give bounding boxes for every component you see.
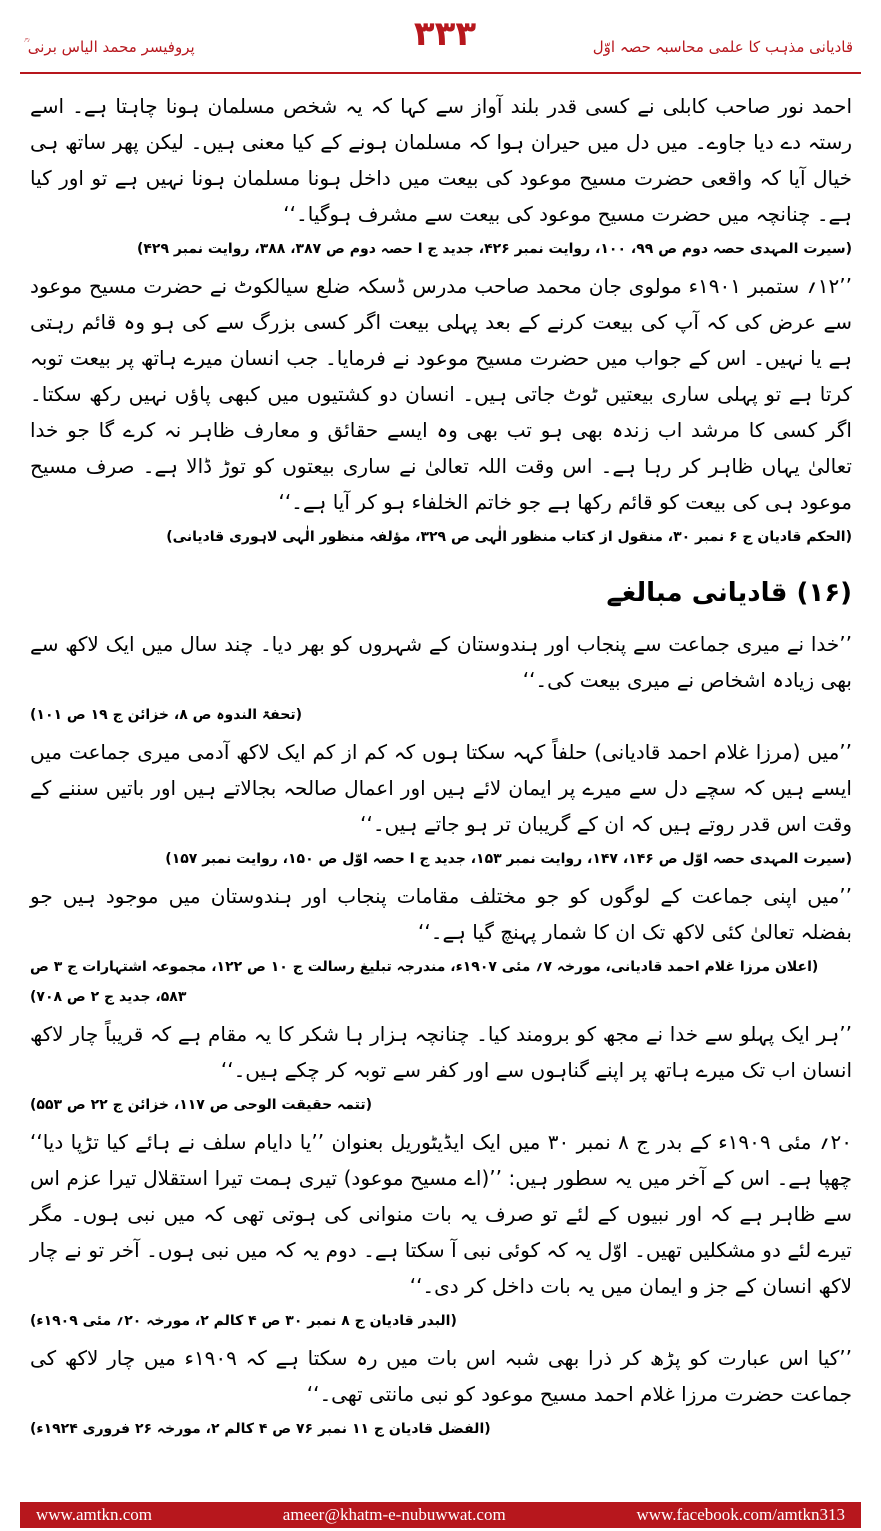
header-divider xyxy=(20,72,861,74)
quote-with-reference xyxy=(30,1340,852,1444)
book-title: قادیانی مذہب کا علمی محاسبہ حصہ اوّل xyxy=(592,38,853,56)
quote-with-reference xyxy=(30,878,852,1012)
reference-citation: (البدر قادیان ج ۸ نمبر ۳۰ ص ۴ کالم ۲، مورخہ ۲۰؍ مئی ۱۹۰۹ء) xyxy=(30,1313,457,1329)
quote-paragraph: احمد نور صاحب کابلی نے کسی قدر بلند آواز سے کہا کہ یہ شخص مسلمان ہونا چاہتا ہے۔ اسے رستہ دے دیا جاوے۔ میں دل میں حیران ہوا کہ مسلمان ہونے کے کیا معنی ہیں۔ لیکن پھر ساتھ ہی خیال آیا کہ واقعی حضرت مسیح موعود کی بیعت میں داخل ہونا مسلمان ہونا نہیں ہے تو اور کیا ہے۔ چنانچہ میں حضرت مسیح موعود کی بیعت سے مشرف ہوگیا۔‘‘ xyxy=(30,94,852,226)
page-footer xyxy=(20,1502,861,1528)
reference-citation: (الحکم قادیان ج ۶ نمبر ۳۰، منقول از کتاب منظور الٰہی ص ۳۲۹، مؤلفہ منظور الٰہی لاہوری قادیانی) xyxy=(166,529,852,545)
quote-paragraph: ’’خدا نے میری جماعت سے پنجاب اور ہندوستان کے شہروں کو بھر دیا۔ چند سال میں ایک لاکھ سے بھی زیادہ اشخاص نے میری بیعت کی۔‘‘ xyxy=(30,632,852,692)
author-name: پروفیسر محمد الیاس برنی ؒ xyxy=(24,38,195,56)
reference-citation: (تحفۃ الندوہ ص ۸، خزائن ج ۱۹ ص ۱۰۱) xyxy=(30,707,303,723)
section-heading: (۱۶) قادیانی مبالغے xyxy=(606,578,852,608)
quote-paragraph: ’’میں (مرزا غلام احمد قادیانی) حلفاً کہہ سکتا ہوں کہ کم از کم ایک لاکھ آدمی میری جماعت میں ایسے ہیں کہ سچے دل سے میرے پر ایمان لائے ہیں اور اعمال صالحہ بجالاتے ہیں اور باتیں سننے کے وقت اس قدر روتے ہیں کہ ان کے گریبان تر ہو جاتے ہیں۔‘‘ xyxy=(30,740,852,836)
reference-citation: (تتمہ حقیقت الوحی ص ۱۱۷، خزائن ج ۲۲ ص ۵۵۳) xyxy=(30,1097,373,1113)
website-link[interactable]: www.amtkn.com xyxy=(36,1505,152,1524)
quote-with-reference xyxy=(30,626,852,730)
reference-citation: (سیرت المہدی حصہ اوّل ص ۱۴۶، ۱۴۷، روایت نمبر ۱۵۳، جدید ج ا حصہ اوّل ص ۱۵۰، روایت نمبر ۱۵۷) xyxy=(165,851,852,867)
page-header xyxy=(0,0,881,80)
quote-paragraph: ۲۰؍ مئی ۱۹۰۹ء کے بدر ج ۸ نمبر ۳۰ میں ایک ایڈیٹوریل بعنوان ’’یا دایام سلف نے ہائے کیا تڑپا دیا‘‘ چھپا ہے۔ اس کے آخر میں یہ سطور ہیں: ’’(اے مسیح موعود) تیری ہمت تیرا استقلال تیرا عزم اس سے ظاہر ہے کہ اور نبیوں کے لئے تو صرف یہ بات منوانی کی ہوتی تھی کہ میں نبی ہوں۔ مگر تیرے لئے دو مشکلیں تھیں۔ اوّل یہ کہ کوئی نبی آ سکتا ہے۔ دوم یہ کہ میں نبی ہوں۔ آخر تو نے چار لاکھ انسان کے جز و ایمان میں یہ بات داخل کر دی۔‘‘ xyxy=(30,1130,852,1298)
quote-paragraph: ’’ہر ایک پہلو سے خدا نے مجھ کو برومند کیا۔ چنانچہ ہزار ہا شکر کا یہ مقام ہے کہ قریباً چار لاکھ انسان اب تک میرے ہاتھ پر اپنے گناہوں سے اور کفر سے توبہ کر چکے ہیں۔‘‘ xyxy=(30,1022,852,1082)
reference-citation: (اعلان مرزا غلام احمد قادیانی، مورخہ ۷؍ مئی ۱۹۰۷ء، مندرجہ تبلیغ رسالت ج ۱۰ ص ۱۲۲، مجموعہ اشتہارات ج ۳ ص ۵۸۳، جدید ج ۲ ص ۷۰۸) xyxy=(30,959,819,1005)
email-link[interactable]: ameer@khatm-e-nubuwwat.com xyxy=(282,1505,506,1524)
quote-with-reference xyxy=(30,1016,852,1120)
quote-paragraph: ’’۱۲؍ ستمبر ۱۹۰۱ء مولوی جان محمد صاحب مدرس ڈسکہ ضلع سیالکوٹ نے حضرت مسیح موعود سے عرض کی کہ آپ کی بیعت کرنے کے بعد پہلی بیعت اگر کسی بزرگ سے کی ہو وہ قائم رہتی ہے یا نہیں۔ اس کے جواب میں حضرت مسیح موعود نے فرمایا۔ جب انسان میرے ہاتھ پر بیعت توبہ کرتا ہے تو پہلی ساری بیعتیں ٹوٹ جاتی ہیں۔ انسان دو کشتیوں میں کبھی پاؤں نہیں رکھ سکتا۔ اگر کسی کا مرشد اب زندہ بھی ہو تب بھی وہ ایسے حقائق و معارف ظاہر نہ کرے گا جو خدا تعالیٰ یہاں ظاہر کر رہا ہے۔ اس وقت اللہ تعالیٰ نے ساری بیعتوں کو توڑ ڈالا ہے۔ صرف مسیح موعود ہی کی بیعت کو قائم رکھا ہے جو خاتم الخلفاء ہو کر آیا ہے۔‘‘ xyxy=(30,274,852,514)
page-content xyxy=(30,88,852,1448)
page-number: ۳۳۳ xyxy=(413,14,477,54)
reference-citation: (الفضل قادیان ج ۱۱ نمبر ۷۶ ص ۴ کالم ۲، مورخہ ۲۶ فروری ۱۹۲۴ء) xyxy=(30,1421,491,1437)
facebook-link[interactable]: www.facebook.com/amtkn313 xyxy=(636,1505,845,1524)
quote-paragraph: ’’میں اپنی جماعت کے لوگوں کو جو مختلف مقامات پنجاب اور ہندوستان میں موجود ہیں جو بفضلہ تعالیٰ کئی لاکھ تک ان کا شمار پہنچ گیا ہے۔‘‘ xyxy=(30,884,852,944)
quote-with-reference xyxy=(30,1124,852,1336)
reference-citation: (سیرت المہدی حصہ دوم ص ۹۹، ۱۰۰، روایت نمبر ۴۲۶، جدید ج ا حصہ دوم ص ۳۸۷، ۳۸۸، روایت نمبر ۴۲۹) xyxy=(136,241,852,257)
quote-paragraph: ’’کیا اس عبارت کو پڑھ کر ذرا بھی شبہ اس بات میں رہ سکتا ہے کہ ۱۹۰۹ء میں چار لاکھ کی جماعت حضرت مرزا غلام احمد مسیح موعود کو نبی مانتی تھی۔‘‘ xyxy=(30,1346,852,1406)
